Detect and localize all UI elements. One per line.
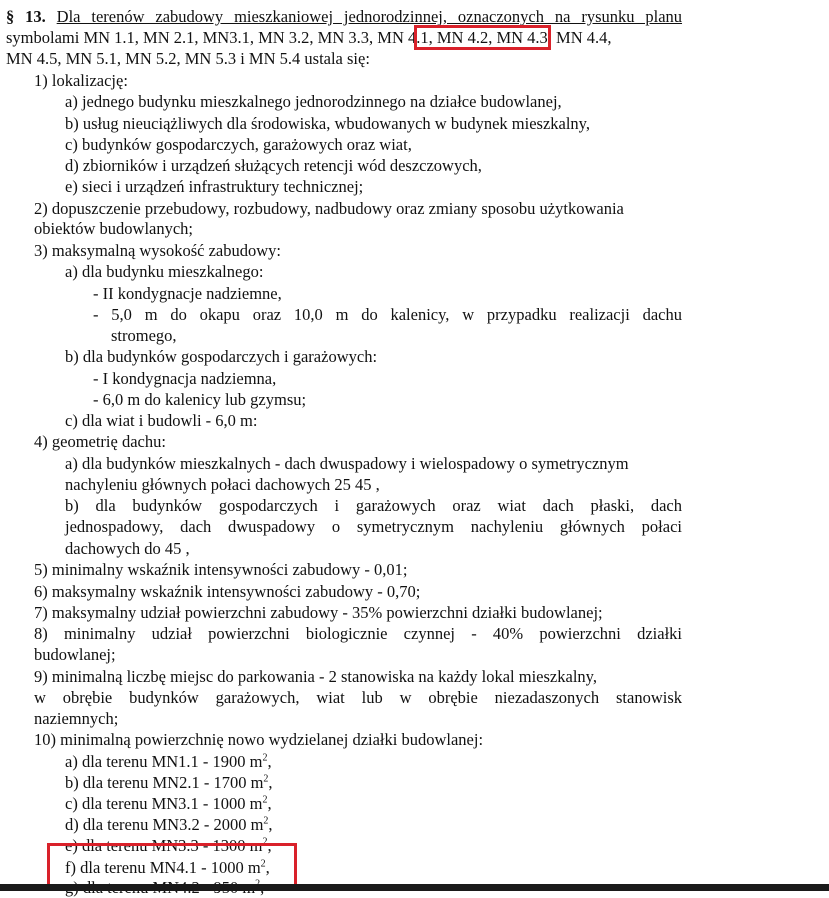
item-4b-line-3: dachowych do 45 , bbox=[65, 539, 190, 558]
item-3c: c) dla wiat i budowli - 6,0 m: bbox=[65, 411, 258, 430]
plot-item-c: c) dla terenu MN3.1 - 1000 $m^2$, bbox=[65, 794, 272, 813]
section-intro-line-2: symbolami MN 1.1, MN 2.1, MN3.1, MN 3.2, MN 3.3, MN 4.1, MN 4.2, MN 4.3, MN 4.4, bbox=[6, 28, 612, 47]
item-4b-line-1: b) dla budynków gospodarczych i garażowych oraz wiat dach płaski, dach bbox=[65, 496, 682, 515]
plot-item-d: d) dla terenu MN3.2 - 2000 $m^2$, bbox=[65, 815, 273, 834]
section-intro-line-3: MN 4.5, MN 5.1, MN 5.2, MN 5.3 i MN 5.4 ustala się: bbox=[6, 49, 370, 68]
item-1c: c) budynków gospodarczych, garażowych oraz wiat, bbox=[65, 135, 412, 154]
plot-item-a: a) dla terenu MN1.1 - 1900 $m^2$, bbox=[65, 752, 272, 771]
item-4b-line-2: jednospadowy, dach dwuspadowy o symetrycznym nachyleniu głównych połaci bbox=[65, 517, 682, 536]
item-10: 10) minimalną powierzchnię nowo wydzielanej działki budowlanej: bbox=[34, 730, 484, 749]
item-2-line-2: obiektów budowlanych; bbox=[34, 219, 194, 238]
item-9-line-1: 9) minimalną liczbę miejsc do parkowania - 2 stanowiska na każdy lokal mieszkalny, bbox=[34, 667, 597, 686]
item-2-line-1: 2) dopuszczenie przebudowy, rozbudowy, nadbudowy oraz zmiany sposobu użytkowania bbox=[34, 199, 624, 218]
item-8-line-1: 8) minimalny udział powierzchni biologicznie czynnej - 40% powierzchni działki bbox=[34, 624, 682, 643]
highlight-box-symbols bbox=[414, 25, 551, 50]
item-3a-1: - II kondygnacje nadziemne, bbox=[93, 284, 282, 303]
plot-item-f: f) dla terenu MN4.1 - 1000 $m^2$, bbox=[65, 858, 270, 877]
item-1a: a) jednego budynku mieszkalnego jednorodzinnego na działce budowlanej, bbox=[65, 92, 562, 111]
item-1: 1) lokalizację: bbox=[34, 71, 128, 90]
item-3a-2-line-2: stromego, bbox=[111, 326, 177, 345]
item-3a-2-line-1: - 5,0 m do okapu oraz 10,0 m do kalenicy, w przypadku realizacji dachu bbox=[93, 305, 682, 324]
highlighted-symbols: MN 4.1, MN 4.2, bbox=[377, 28, 493, 47]
plot-item-b: b) dla terenu MN2.1 - 1700 $m^2$, bbox=[65, 773, 273, 792]
item-1d: d) zbiorników i urządzeń służących retencji wód deszczowych, bbox=[65, 156, 482, 175]
item-4a-line-1: a) dla budynków mieszkalnych - dach dwuspadowy i wielospadowy o symetrycznym bbox=[65, 454, 629, 473]
item-1e: e) sieci i urządzeń infrastruktury technicznej; bbox=[65, 177, 364, 196]
item-3b-2: - 6,0 m do kalenicy lub gzymsu; bbox=[93, 390, 307, 409]
item-4: 4) geometrię dachu: bbox=[34, 432, 166, 451]
item-9-line-3: naziemnych; bbox=[34, 709, 119, 728]
section-marker: § 13. bbox=[6, 7, 46, 26]
item-3: 3) maksymalną wysokość zabudowy: bbox=[34, 241, 281, 260]
item-5: 5) minimalny wskaźnik intensywności zabudowy - 0,01; bbox=[34, 560, 408, 579]
item-7: 7) maksymalny udział powierzchni zabudowy - 35% powierzchni działki budowlanej; bbox=[34, 603, 603, 622]
item-6: 6) maksymalny wskaźnik intensywności zabudowy - 0,70; bbox=[34, 582, 421, 601]
item-8-line-2: budowlanej; bbox=[34, 645, 116, 664]
item-9-line-2: w obrębie budynków garażowych, wiat lub w obrębie niezadaszonych stanowisk bbox=[34, 688, 682, 707]
item-3a: a) dla budynku mieszkalnego: bbox=[65, 262, 264, 281]
plot-item-e: e) dla terenu MN3.3 - 1300 $m^2$, bbox=[65, 836, 272, 855]
item-1b: b) usług nieuciążliwych dla środowiska, wbudowanych w budynek mieszkalny, bbox=[65, 114, 590, 133]
item-4a-line-2: nachyleniu głównych połaci dachowych 25 45 , bbox=[65, 475, 380, 494]
item-3b-1: - I kondygnacja nadziemna, bbox=[93, 369, 277, 388]
item-3b: b) dla budynków gospodarczych i garażowych: bbox=[65, 347, 378, 366]
bottom-border bbox=[0, 884, 829, 891]
section-intro-line-1: § 13. Dla terenów zabudowy mieszkaniowej jednorodzinnej, oznaczonych na rysunku planu bbox=[6, 7, 683, 26]
